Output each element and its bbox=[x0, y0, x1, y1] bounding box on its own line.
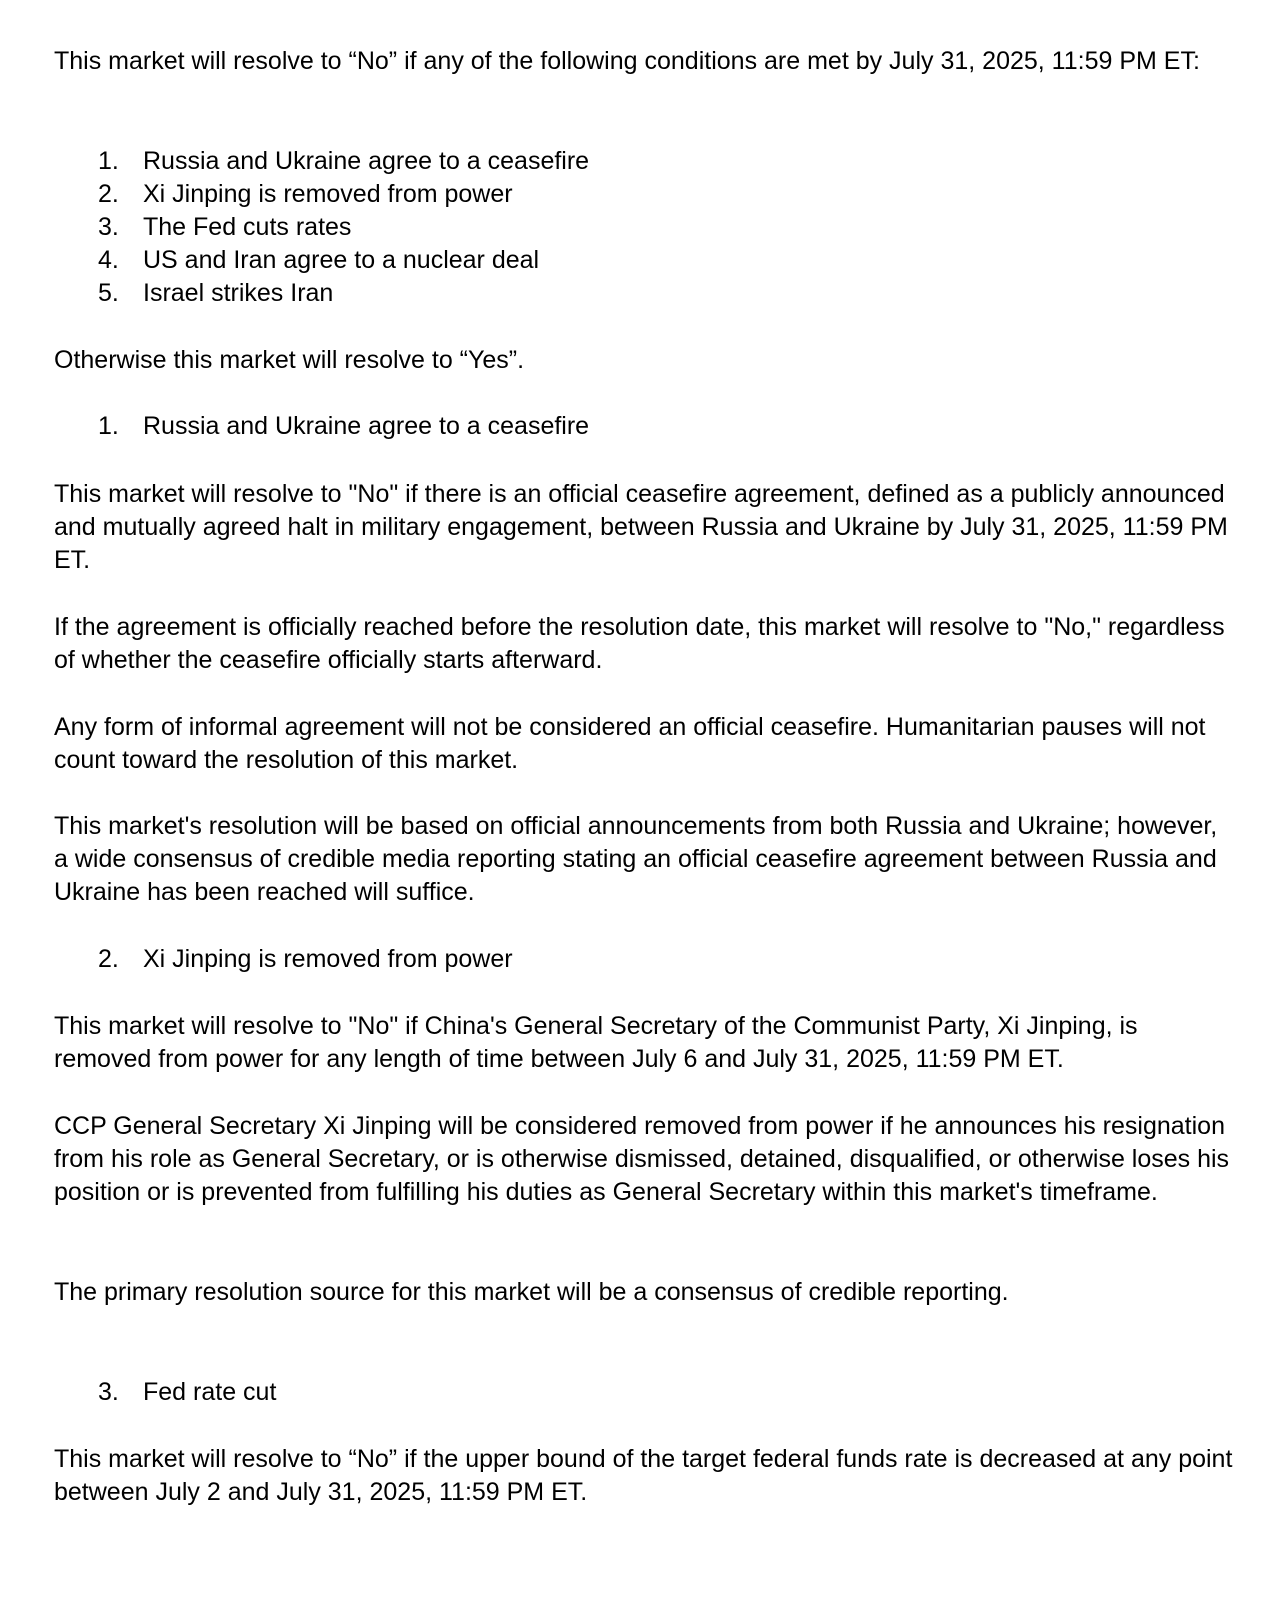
intro-paragraph: This market will resolve to “No” if any of the following conditions are met by July 31, 2025, 11:59 PM ET: bbox=[54, 47, 1200, 75]
condition-item bbox=[54, 178, 513, 211]
section-paragraph: This market will resolve to “No” if the upper bound of the target federal funds rate is decreased at any point between July 2 and July 31, 2025, 11:59 PM ET. bbox=[54, 1445, 1233, 1506]
list-number: 1. bbox=[98, 147, 119, 175]
section-heading-fed-rate-cut bbox=[54, 1376, 276, 1409]
list-number: 1. bbox=[98, 412, 119, 440]
condition-label: Xi Jinping is removed from power bbox=[143, 180, 513, 208]
section-paragraph: CCP General Secretary Xi Jinping will be considered removed from power if he announces his resignation from his role as General Secretary, or is otherwise dismissed, detained, disqualified, or otherwise loses his position or is prevented from fulfilling his duties as General Secretary within this market's timeframe. bbox=[54, 1112, 1230, 1206]
condition-item bbox=[54, 145, 589, 178]
condition-label: The Fed cuts rates bbox=[143, 213, 352, 241]
condition-item bbox=[54, 211, 351, 244]
list-number: 3. bbox=[98, 1378, 119, 1406]
condition-item bbox=[54, 244, 539, 277]
list-number: 5. bbox=[98, 279, 119, 307]
section-paragraph: If the agreement is officially reached before the resolution date, this market will resolve to "No," regardless of whether the ceasefire officially starts afterward. bbox=[54, 613, 1225, 674]
list-number: 2. bbox=[98, 180, 119, 208]
condition-label: Russia and Ukraine agree to a ceasefire bbox=[143, 147, 590, 175]
list-number: 4. bbox=[98, 246, 119, 274]
otherwise-paragraph: Otherwise this market will resolve to “Yes”. bbox=[54, 346, 525, 374]
list-number: 3. bbox=[98, 213, 119, 241]
condition-label: Israel strikes Iran bbox=[143, 279, 334, 307]
section-heading-label: Russia and Ukraine agree to a ceasefire bbox=[143, 412, 590, 440]
list-number: 2. bbox=[98, 945, 119, 973]
section-heading-xi-jinping bbox=[54, 943, 513, 976]
condition-item bbox=[54, 277, 333, 310]
section-paragraph: Any form of informal agreement will not be considered an official ceasefire. Humanitarian pauses will not count toward the resolution of this market. bbox=[54, 713, 1206, 774]
section-paragraph: The primary resolution source for this market will be a consensus of credible reporting. bbox=[54, 1278, 1009, 1306]
section-heading-label: Xi Jinping is removed from power bbox=[143, 945, 513, 973]
section-heading-ceasefire bbox=[54, 410, 589, 443]
section-paragraph: This market will resolve to "No" if China's General Secretary of the Communist Party, Xi Jinping, is removed from power for any length of time between July 6 and July 31, 2025, 11:59 PM ET. bbox=[54, 1012, 1138, 1073]
condition-label: US and Iran agree to a nuclear deal bbox=[143, 246, 540, 274]
section-paragraph: This market will resolve to "No" if there is an official ceasefire agreement, defined as a publicly announced and mutually agreed halt in military engagement, between Russia and Ukraine by July 31, 2025, 11:59 PM ET. bbox=[54, 480, 1228, 574]
section-heading-label: Fed rate cut bbox=[143, 1378, 277, 1406]
section-paragraph: This market's resolution will be based on official announcements from both Russia and Ukraine; however, a wide consensus of credible media reporting stating an official ceasefire agreement between Russia and Ukraine has been reached will suffice. bbox=[54, 812, 1218, 906]
